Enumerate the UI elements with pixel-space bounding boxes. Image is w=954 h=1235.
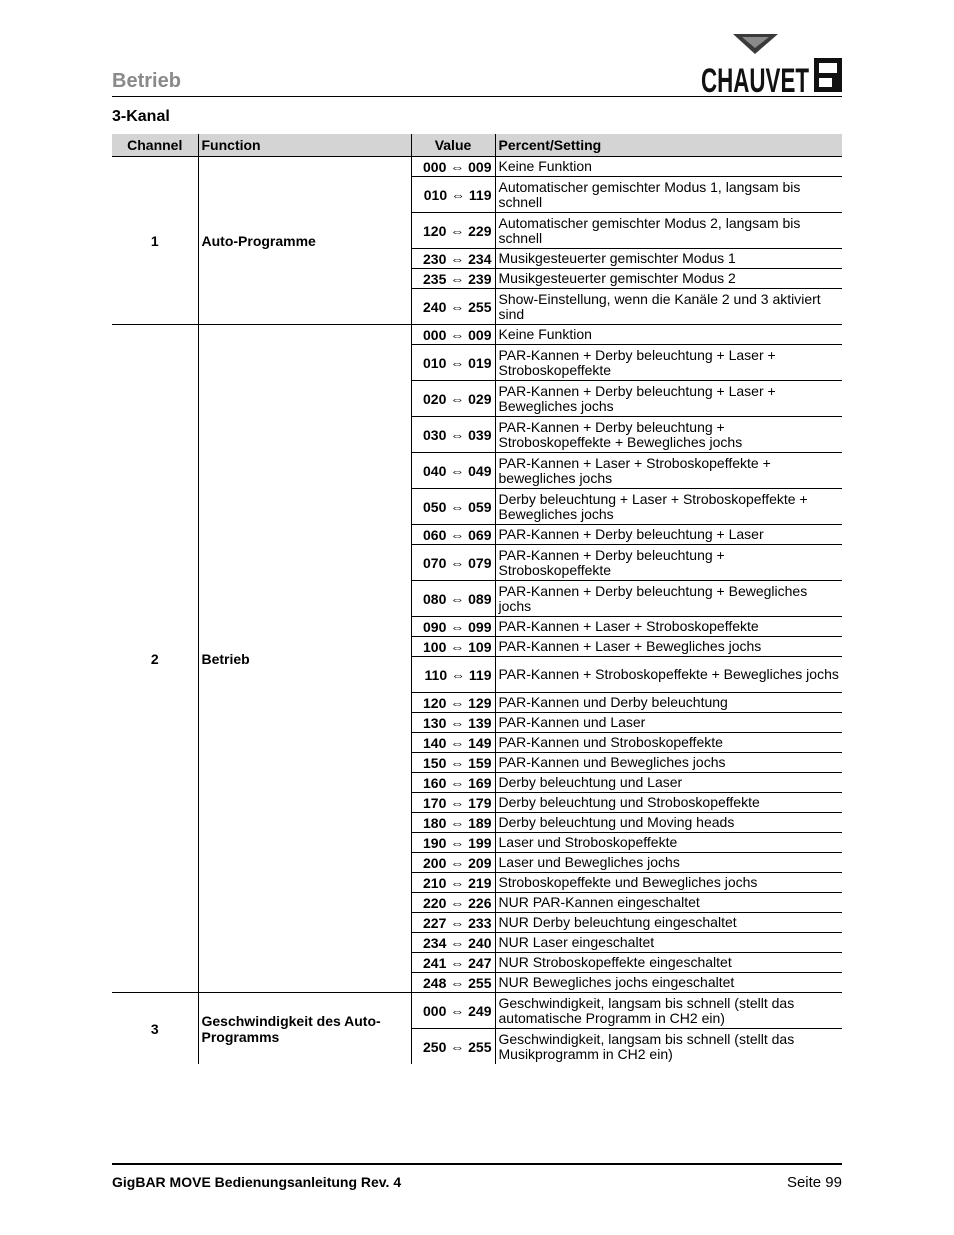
channel-number-cell: 1 — [112, 157, 198, 325]
setting-cell: PAR-Kannen + Laser + Stroboskopeffekte — [495, 617, 842, 637]
value-range-cell: 235 ⇔ 239 — [411, 269, 495, 289]
value-range-cell: 000 ⇔ 009 — [411, 157, 495, 177]
chauvet-dj-logo — [700, 34, 845, 100]
value-range-cell: 241 ⇔ 247 — [411, 953, 495, 973]
setting-cell: Musikgesteuerter gemischter Modus 2 — [495, 269, 842, 289]
value-range-cell: 248 ⇔ 255 — [411, 973, 495, 993]
setting-cell: Laser und Stroboskopeffekte — [495, 833, 842, 853]
header-setting: Percent/Setting — [495, 134, 842, 157]
section-title: 3-Kanal — [112, 108, 170, 125]
setting-cell: Automatischer gemischter Modus 1, langsam bis schnell — [495, 177, 842, 213]
value-range-cell: 040 ⇔ 049 — [411, 453, 495, 489]
function-cell: Betrieb — [198, 325, 411, 993]
setting-cell: PAR-Kannen + Derby beleuchtung + Stroboskopeffekte — [495, 545, 842, 581]
value-range-cell: 110 ⇔ 119 — [411, 657, 495, 693]
setting-cell: PAR-Kannen + Laser + Bewegliches jochs — [495, 637, 842, 657]
setting-cell: PAR-Kannen und Derby beleuchtung — [495, 693, 842, 713]
svg-text:CHAUVET: CHAUVET — [701, 62, 810, 100]
footer-page-number: Seite 99 — [786, 1174, 842, 1191]
value-range-cell: 250 ⇔ 255 — [411, 1029, 495, 1065]
value-range-cell: 100 ⇔ 109 — [411, 637, 495, 657]
setting-cell: PAR-Kannen + Stroboskopeffekte + Bewegliches jochs — [495, 657, 842, 693]
setting-cell: Derby beleuchtung und Laser — [495, 773, 842, 793]
setting-cell: Derby beleuchtung + Laser + Stroboskopeffekte + Bewegliches jochs — [495, 489, 842, 525]
value-range-cell: 160 ⇔ 169 — [411, 773, 495, 793]
setting-cell: Keine Funktion — [495, 325, 842, 345]
value-range-cell: 200 ⇔ 209 — [411, 853, 495, 873]
value-range-cell: 234 ⇔ 240 — [411, 933, 495, 953]
channel-number-cell: 3 — [112, 993, 198, 1065]
setting-cell: Geschwindigkeit, langsam bis schnell (stellt das automatische Programm in CH2 ein) — [495, 993, 842, 1029]
setting-cell: PAR-Kannen + Derby beleuchtung + Laser + Stroboskopeffekte — [495, 345, 842, 381]
setting-cell: Derby beleuchtung und Stroboskopeffekte — [495, 793, 842, 813]
value-range-cell: 050 ⇔ 059 — [411, 489, 495, 525]
setting-cell: Show-Einstellung, wenn die Kanäle 2 und 3 aktiviert sind — [495, 289, 842, 325]
value-range-cell: 080 ⇔ 089 — [411, 581, 495, 617]
setting-cell: NUR Stroboskopeffekte eingeschaltet — [495, 953, 842, 973]
setting-cell: Automatischer gemischter Modus 2, langsam bis schnell — [495, 213, 842, 249]
setting-cell: NUR Laser eingeschaltet — [495, 933, 842, 953]
value-range-cell: 000 ⇔ 249 — [411, 993, 495, 1029]
setting-cell: Musikgesteuerter gemischter Modus 1 — [495, 249, 842, 269]
value-range-cell: 227 ⇔ 233 — [411, 913, 495, 933]
value-range-cell: 210 ⇔ 219 — [411, 873, 495, 893]
value-range-cell: 190 ⇔ 199 — [411, 833, 495, 853]
setting-cell: NUR Derby beleuchtung eingeschaltet — [495, 913, 842, 933]
value-range-cell: 130 ⇔ 139 — [411, 713, 495, 733]
header-value: Value — [411, 134, 495, 157]
header-channel: Channel — [112, 134, 198, 157]
dmx-channel-table — [112, 134, 842, 1064]
setting-cell: PAR-Kannen + Derby beleuchtung + Bewegliches jochs — [495, 581, 842, 617]
setting-cell: NUR Bewegliches jochs eingeschaltet — [495, 973, 842, 993]
setting-cell: Laser und Bewegliches jochs — [495, 853, 842, 873]
value-range-cell: 090 ⇔ 099 — [411, 617, 495, 637]
setting-cell: PAR-Kannen und Bewegliches jochs — [495, 753, 842, 773]
table-header-row — [112, 134, 842, 157]
channel-number-cell: 2 — [112, 325, 198, 993]
footer-rule — [112, 1163, 842, 1165]
setting-cell: PAR-Kannen und Stroboskopeffekte — [495, 733, 842, 753]
value-range-cell: 010 ⇔ 019 — [411, 345, 495, 381]
value-range-cell: 170 ⇔ 179 — [411, 793, 495, 813]
setting-cell: PAR-Kannen + Derby beleuchtung + Laser — [495, 525, 842, 545]
function-cell: Auto-Programme — [198, 157, 411, 325]
footer-manual-title: GigBAR MOVE Bedienungsanleitung Rev. 4 — [112, 1174, 402, 1190]
table-row — [112, 157, 842, 177]
setting-cell: PAR-Kannen + Derby beleuchtung + Laser + Bewegliches jochs — [495, 381, 842, 417]
value-range-cell: 220 ⇔ 226 — [411, 893, 495, 913]
setting-cell: Geschwindigkeit, langsam bis schnell (stellt das Musikprogramm in CH2 ein) — [495, 1029, 842, 1065]
value-range-cell: 020 ⇔ 029 — [411, 381, 495, 417]
value-range-cell: 240 ⇔ 255 — [411, 289, 495, 325]
value-range-cell: 070 ⇔ 079 — [411, 545, 495, 581]
function-cell: Geschwindigkeit des Auto-Programms — [198, 993, 411, 1065]
setting-cell: NUR PAR-Kannen eingeschaltet — [495, 893, 842, 913]
table-row — [112, 325, 842, 345]
setting-cell: Derby beleuchtung und Moving heads — [495, 813, 842, 833]
setting-cell: PAR-Kannen und Laser — [495, 713, 842, 733]
value-range-cell: 120 ⇔ 229 — [411, 213, 495, 249]
value-range-cell: 140 ⇔ 149 — [411, 733, 495, 753]
header-rule — [112, 96, 842, 97]
setting-cell: PAR-Kannen + Derby beleuchtung + Stroboskopeffekte + Bewegliches jochs — [495, 417, 842, 453]
value-range-cell: 230 ⇔ 234 — [411, 249, 495, 269]
value-range-cell: 010 ⇔ 119 — [411, 177, 495, 213]
value-range-cell: 060 ⇔ 069 — [411, 525, 495, 545]
setting-cell: Stroboskopeffekte und Bewegliches jochs — [495, 873, 842, 893]
table-row — [112, 993, 842, 1029]
value-range-cell: 180 ⇔ 189 — [411, 813, 495, 833]
value-range-cell: 150 ⇔ 159 — [411, 753, 495, 773]
value-range-cell: 120 ⇔ 129 — [411, 693, 495, 713]
header-function: Function — [198, 134, 411, 157]
value-range-cell: 000 ⇔ 009 — [411, 325, 495, 345]
setting-cell: PAR-Kannen + Laser + Stroboskopeffekte + bewegliches jochs — [495, 453, 842, 489]
setting-cell: Keine Funktion — [495, 157, 842, 177]
page-section-title: Betrieb — [112, 70, 181, 92]
value-range-cell: 030 ⇔ 039 — [411, 417, 495, 453]
